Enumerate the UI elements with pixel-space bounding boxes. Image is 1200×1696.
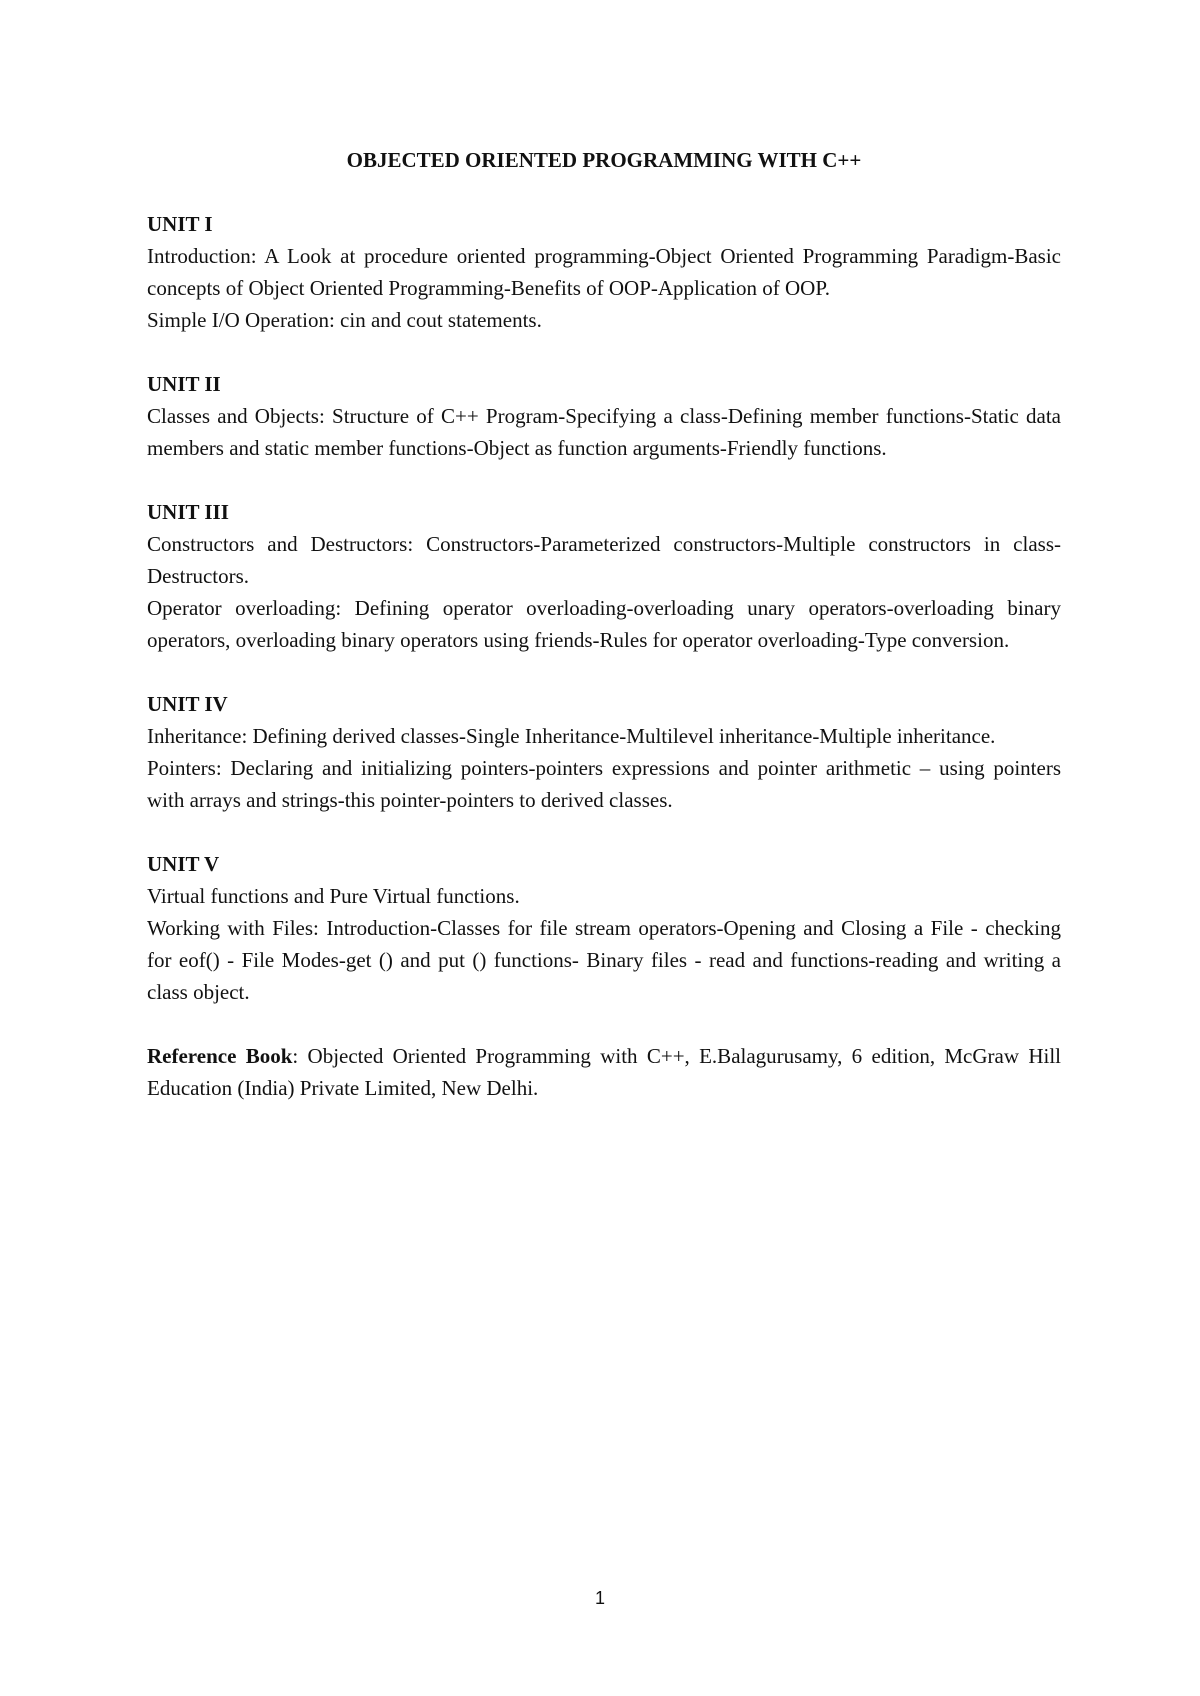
unit-paragraph: Inheritance: Defining derived classes-Single Inheritance-Multilevel inheritance-Multiple inheritance.	[147, 724, 996, 748]
unit-paragraph: Classes and Objects: Structure of C++ Program-Specifying a class-Defining member functions-Static data members and static member functions-Object as function arguments-Friendly functions.	[147, 404, 1061, 460]
reference-text: : Objected Oriented Programming with C++, E.Balagurusamy, 6 edition, McGraw Hill Education (India) Private Limited, New Delhi.	[147, 1044, 1061, 1100]
unit-paragraph: Working with Files: Introduction-Classes for file stream operators-Opening and Closing a File - checking for eof() - File Modes-get () and put () functions- Binary files - read and functions-reading and writing a class object.	[147, 916, 1061, 1004]
reference-book	[147, 1040, 1061, 1104]
unit-section-5	[147, 848, 1061, 1008]
unit-paragraph: Operator overloading: Defining operator overloading-overloading unary operators-overloading binary operators, overloading binary operators using friends-Rules for operator overloading-Type conversion.	[147, 596, 1061, 652]
unit-heading: UNIT I	[147, 212, 213, 236]
unit-paragraph: Introduction: A Look at procedure oriented programming-Object Oriented Programming Paradigm-Basic concepts of Object Oriented Programming-Benefits of OOP-Application of OOP.	[147, 244, 1061, 300]
unit-heading: UNIT IV	[147, 692, 228, 716]
document-content	[147, 144, 1061, 1104]
unit-heading: UNIT III	[147, 500, 229, 524]
unit-section-4	[147, 688, 1061, 816]
page-number: 1	[594, 1588, 605, 1608]
unit-section-1	[147, 208, 1061, 336]
reference-label: Reference Book	[147, 1044, 293, 1068]
unit-paragraph: Virtual functions and Pure Virtual functions.	[147, 884, 520, 908]
unit-paragraph: Pointers: Declaring and initializing pointers-pointers expressions and pointer arithmetic – using pointers with arrays and strings-this pointer-pointers to derived classes.	[147, 756, 1061, 812]
unit-heading: UNIT V	[147, 852, 220, 876]
unit-heading: UNIT II	[147, 372, 221, 396]
unit-section-2	[147, 368, 1061, 464]
document-title: OBJECTED ORIENTED PROGRAMMING WITH C++	[346, 148, 862, 172]
unit-section-3	[147, 496, 1061, 656]
unit-paragraph: Constructors and Destructors: Constructors-Parameterized constructors-Multiple constructors in class-Destructors.	[147, 532, 1061, 588]
unit-paragraph: Simple I/O Operation: cin and cout statements.	[147, 308, 542, 332]
